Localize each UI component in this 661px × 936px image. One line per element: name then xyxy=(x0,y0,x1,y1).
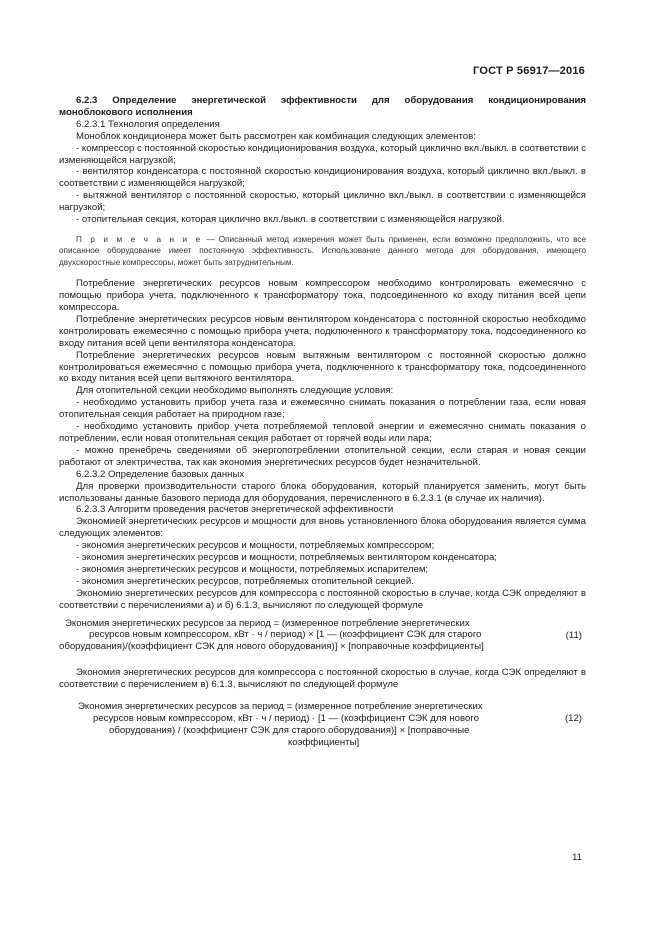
note-label: П р и м е ч а н и е xyxy=(76,234,203,244)
formula-11-line: ресурсов новым компрессором, кВт · ч / период) × [1 — (коэффициент СЭК для старого xyxy=(89,629,482,641)
list-item: - можно пренебречь сведениями об энергопотреблении отопительной секции, если старая и новая секции работают от электричества, так как экономия энергетических ресурсов будет незначительной. xyxy=(59,444,586,468)
section-heading: 6.2.3 Определение энергетической эффективности для оборудования кондиционирования моноблокового исполнения xyxy=(59,95,586,118)
list-item: - необходимо установить прибор учета газа и ежемесячно снимать показания о потреблении газа, если новая отопительная секция работает на природном газе; xyxy=(59,397,586,421)
formula-11 xyxy=(59,618,586,654)
paragraph-exhaust: Потребление энергетических ресурсов новым вытяжным вентилятором с постоянной скоростью должно контролироваться ежемесячно с помощью прибора учета, подключенного к трансформатору тока, подсоединенного ко входу питания всей цепи вытяжного вентилятора. xyxy=(59,349,586,385)
list-item: - отопительная секция, которая циклично вкл./выкл. в соответствии с изменяющейся нагрузкой. xyxy=(76,214,505,226)
subsection-title-2: 6.2.3.2 Определение базовых данных xyxy=(76,468,245,480)
note xyxy=(59,234,586,268)
formula-12-intro: Экономия энергетических ресурсов для компрессора с постоянной скоростью в случае, когда СЭК определяют в соответствии с перечислением в) 6.1.3, вычисляют по следующей формуле xyxy=(59,667,586,691)
formula-11-number: (11) xyxy=(565,629,582,641)
formula-12-line: ресурсов новым компрессором, кВт · ч / период) · [1 — (коэффициент СЭК для нового xyxy=(93,713,479,724)
formula-11-line: Экономия энергетических ресурсов за период = (измеренное потребление энергетических xyxy=(65,617,470,629)
list-item: - экономия энергетических ресурсов, потребляемых отопительной секцией. xyxy=(76,575,414,587)
formula-12 xyxy=(59,701,586,749)
list-item: - вентилятор конденсатора с постоянной скоростью кондиционирования воздуха, который циклично вкл./выкл. в соответствии с изменяющейся нагрузкой; xyxy=(59,166,586,190)
formula-12-line: оборудования) / (коэффициент СЭК для старого оборудования)] × [поправочные xyxy=(109,724,470,736)
formula-12-number: (12) xyxy=(564,713,582,725)
document-body xyxy=(59,95,586,749)
elements-intro: Моноблок кондиционера может быть рассмотрен как комбинация следующих элементов: xyxy=(76,130,476,142)
list-item: - экономия энергетических ресурсов и мощности, потребляемых испарителем; xyxy=(76,563,429,575)
subsection-text-2: Для проверки производительности старого блока оборудования, который планируется заменить, могут быть использованы данные базового периода для оборудования, перечисленного в 6.2.3.1 (в случае их наличия). xyxy=(59,480,586,504)
subsection-title-1: 6.2.3.1 Технология определения xyxy=(76,118,220,130)
formula-11-line: оборудования)/(коэффициент СЭК для нового оборудования)] × [поправочные коэффициенты] xyxy=(59,641,484,653)
subsection-title-3: 6.2.3.3 Алгоритм проведения расчетов энергетической эффективности xyxy=(76,504,394,516)
formula-11-intro: Экономию энергетических ресурсов для компрессора с постоянной скоростью в случае, когда СЭК определяют в соответствии с перечислениями а) и б) 6.1.3, вычисляют по следующей формуле xyxy=(59,587,586,611)
standard-header: ГОСТ Р 56917—2016 xyxy=(473,65,585,77)
subsection-intro-3: Экономией энергетических ресурсов и мощности для вновь установленного блока оборудования является сумма следующих элементов: xyxy=(59,516,586,540)
list-item: - вытяжной вентилятор с постоянной скоростью, который циклично вкл./выкл. в соответствии с изменяющейся нагрузкой; xyxy=(59,190,586,214)
list-item: - компрессор с постоянной скоростью кондиционирования воздуха, который циклично вкл./выкл. в соответствии с изменяющейся нагрузкой; xyxy=(59,142,586,166)
formula-12-line: коэффициенты] xyxy=(288,736,360,748)
heating-intro: Для отопительной секции необходимо выполнять следующие условия: xyxy=(76,385,394,397)
list-item: - необходимо установить прибор учета потребляемой тепловой энергии и ежемесячно снимать показания о потреблении, если новая отопительная секция работает от горячей воды или пара; xyxy=(59,421,586,444)
page-number: 11 xyxy=(572,852,582,863)
list-item: - экономия энергетических ресурсов и мощности, потребляемых компрессором; xyxy=(76,540,435,552)
paragraph-condenser: Потребление энергетических ресурсов новым вентилятором конденсатора с постоянной скоростью необходимо контролировать ежемесячно с помощью прибора учета, подключенного к трансформатору тока, подсоединенного ко входу питания всей цепи вентилятора конденсатора. xyxy=(59,313,586,349)
note-text: — Описанный метод измерения может быть применен, если возможно предположить, что все описанное оборудование имеет постоянную эффективность. Использование данного метода для оборудования, имеющего двухскоростные компрессоры, может быть затруднительным. xyxy=(59,234,586,267)
formula-12-line: Экономия энергетических ресурсов за период = (измеренное потребление энергетических xyxy=(78,701,483,713)
list-item: - экономия энергетических ресурсов и мощности, потребляемых вентилятором конденсатора; xyxy=(76,552,497,564)
paragraph-compressor: Потребление энергетических ресурсов новым компрессором необходимо контролировать ежемесячно с помощью прибора учета, подключенного к трансформатору тока, подсоединенного ко входу питания всей цепи компрессора. xyxy=(59,278,586,313)
